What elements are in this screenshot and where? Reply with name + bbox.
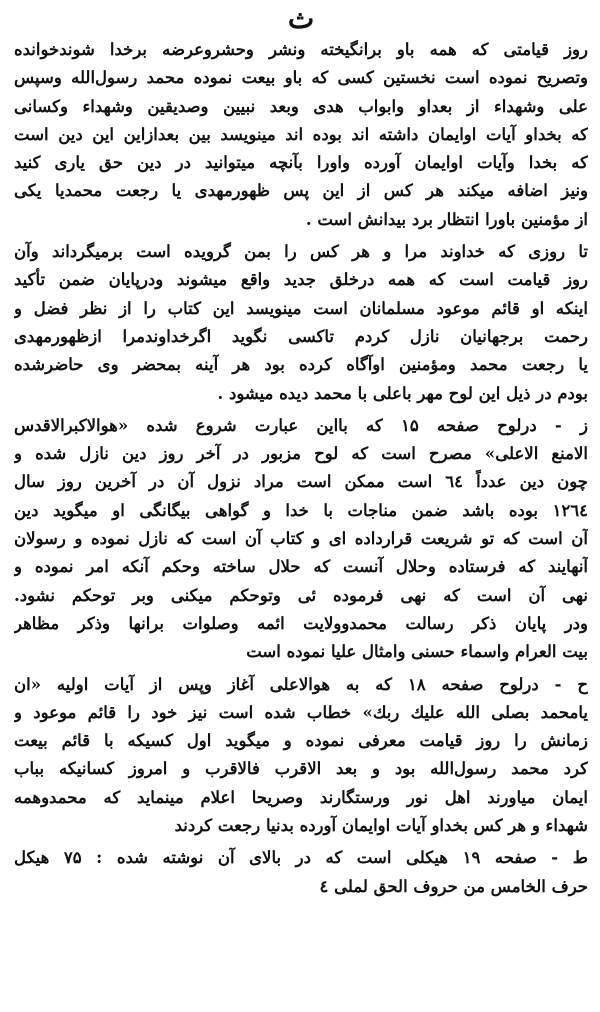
paragraph: [14, 238, 588, 408]
text-line: ودر پایان ذکر رسالت محمدوولایت ائمه وصلوات برانها وذکر مظاهر: [14, 613, 588, 633]
document-page: [0, 2, 600, 1012]
paragraph: [14, 36, 588, 234]
text-line: الامنع الاعلی» مصرح است که لوح مزبور در آخر روز دین نازل شده و: [14, 444, 588, 464]
text-line: زمانش را روز قیامت معرفی نموده و میگوید اول کسیکه با قائم بیعت: [14, 731, 588, 751]
page-letter: ث: [287, 2, 315, 35]
paragraph: [14, 844, 588, 901]
text-line: علی وشهداء از بعداو وابواب هدی وبعد نبیین وصدیقین وشهداء وکسانی: [14, 96, 588, 116]
text-line: آن است که تو شریعت قرارداده ای و کتاب آن است که نازل نموده و رسولان: [14, 529, 588, 549]
text-line: ایمان میاورند اهل نور ورستگارند وصریحا اعلام مینماید که محمدوهمه: [14, 787, 588, 807]
text-line: روز قیامتی که همه باو برانگیخته ونشر وحشروعرضه برخدا شوندخوانده: [14, 40, 588, 59]
text-line: شهداء و هر کس بخداو آیات اوایمان آورده بدنیا رجعت کردند: [174, 816, 588, 836]
document-body: [14, 36, 588, 901]
text-line: که بخدا وآیات اوایمان آورده واورا بآنچه میتوانید در دین حق یاری کنید: [14, 153, 588, 173]
text-line: چون دین عدداً ٦٤ است ممکن است مراد نزول آن در آخرین روز سال: [14, 472, 588, 492]
text-line: تا روزی که خداوند مرا و هر کس را بمن گرویده است برمیگرداند وآن: [14, 242, 588, 262]
text-line: ط - صفحه ۱۹ هیکلی است که در بالای آن نوشته شده : ۷۵ هیکل: [14, 848, 588, 868]
text-line: حرف الخامس من حروف الحق لملی ٤: [319, 876, 588, 896]
text-line: بیت العرام واسماء حسنی وامثال علیا نموده است: [246, 642, 588, 662]
paragraph: [14, 412, 588, 667]
text-line: ز - درلوح صفحه ۱۵ که بااین عبارت شروع شده «هوالاکبرالاقدس: [14, 415, 588, 435]
text-line: یامحمد بصلی الله علیك ربك» خطاب شده است نیز خود را قائم موعود و: [14, 702, 588, 722]
text-line: آنهایند که فرستاده وحلال آنست که حلال ساخته وحکم آنکه امر نموده و: [14, 557, 588, 577]
paragraph: [14, 671, 588, 841]
text-line: روز قیامت است که همه درخلق جدید واقع میشوند ودرپایان ضمن تأکید: [14, 270, 588, 290]
text-line: ١٢٦٤ بوده باشد ضمن مناجات با خدا و گواهی بیگانگی او میگوید دین: [14, 500, 588, 520]
text-line: که بخداو آیات اوایمان داشته اند بوده اند مینویسد بین بعدازاین این دین است: [14, 124, 588, 144]
text-line: نهی آن است که نهی فرموده ئی وتوحکم میکنی وبر توحکم نشود.: [14, 585, 588, 605]
text-line: یا رجعت محمد ومؤمنین اوآگاه کرده بود هر آینه بمحضر وی حاضرشده: [14, 355, 588, 375]
text-line: اینکه او قائم موعود مسلمانان است مینویسد این کتاب را از نظر فضل و: [14, 298, 588, 318]
text-line: از مؤمنین باورا انتظار برد بیدانش است .: [305, 209, 588, 229]
text-line: رحمت برجهانیان نازل کردم تاکسی نگوید اگرخداوندمرا ازظهورمهدی: [14, 326, 588, 346]
text-line: بودم در ذیل این لوح مهر باعلی با محمد دیده میشود .: [217, 383, 588, 403]
text-line: وتصریح نموده است نخستین کسی که باو بیعت نموده محمد رسول‌الله وسپس: [14, 68, 588, 88]
text-line: ح - درلوح صفحه ۱۸ که به هوالاعلی آغاز وپس از آیات اولیه «ان: [14, 674, 588, 694]
text-line: کرد محمد رسول‌الله بود و بعد الاقرب فالاقرب و امروز کسانیکه بباب: [14, 759, 588, 779]
text-line: ونیز اضافه میکند هر کس از این پس ظهورمهدی یا رجعت محمدیا یکی: [14, 181, 588, 201]
